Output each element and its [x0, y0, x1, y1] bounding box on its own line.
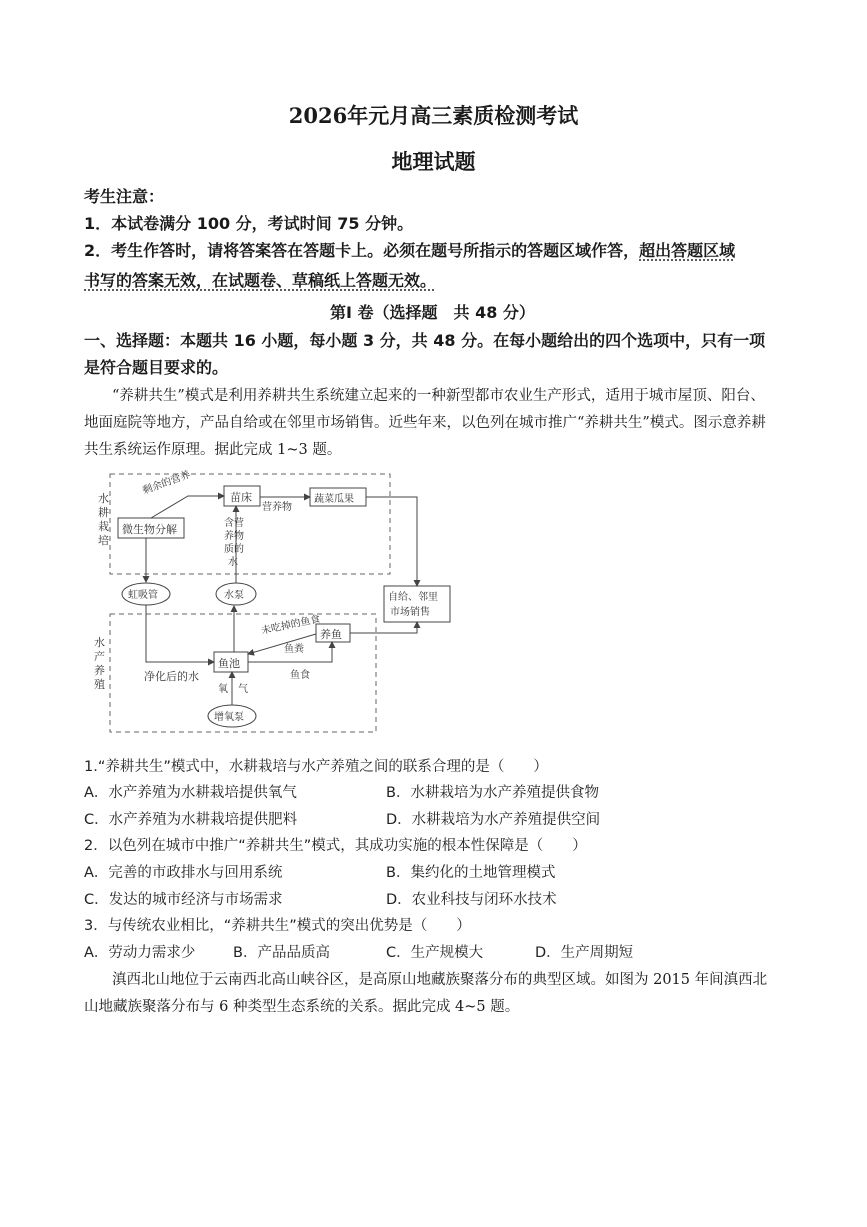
notice-item-2-emphasis: 超出答题区域	[639, 241, 736, 260]
part-heading-line1: 一、选择题：本题共 16 小题，每小题 3 分，共 48 分。在每小题给出的四个选项中，只有一项	[84, 331, 766, 350]
zone-top-c3: 栽	[98, 520, 109, 533]
zone-bottom-c3: 养	[94, 664, 105, 677]
oxygen-label: 氧 气	[218, 684, 248, 695]
q1-option-a: A．水产养殖为水耕栽培提供氧气	[84, 785, 297, 801]
question-1: 1.“养耕共生”模式中，水耕栽培与水产养殖之间的联系合理的是（ ）	[84, 759, 548, 775]
exam-title: 2026年元月高三素质检测考试	[288, 103, 579, 128]
volume-heading: 第Ⅰ 卷（选择题 共 48 分）	[330, 303, 535, 322]
q3-option-c: C．生产规模大	[386, 945, 484, 961]
passage2-line2: 山地藏族聚落分布与 6 种类型生态系统的关系。据此完成 4~5 题。	[84, 999, 520, 1015]
notice-item-2-cont: 书写的答案无效，在试题卷、草稿纸上答题无效。	[84, 271, 437, 290]
feces-arrow	[248, 634, 316, 654]
q2-option-c: C．发达的城市经济与市场需求	[84, 892, 283, 908]
zone-bottom-c2: 产	[94, 650, 105, 663]
water-label-1: 含营	[224, 518, 244, 529]
water-label-2: 养物	[224, 531, 244, 542]
question-3: 3．与传统农业相比，“养耕共生”模式的突出优势是（ ）	[84, 918, 471, 934]
q3-option-d: D．生产周期短	[535, 945, 634, 961]
to-market-arrow	[366, 497, 417, 586]
leftover-arrow	[151, 496, 224, 518]
feces-label: 鱼粪	[284, 644, 304, 655]
zone-bottom-c1: 水	[94, 636, 105, 649]
notice-item-2	[84, 238, 735, 261]
zone-bottom-c4: 殖	[94, 678, 105, 691]
q3-option-b: B．产品品质高	[233, 945, 330, 961]
q3-option-a: A．劳动力需求少	[84, 945, 196, 961]
aquaponics-diagram	[84, 466, 464, 738]
q1-option-b: B．水耕栽培为水产养殖提供食物	[386, 785, 599, 801]
market-label-2: 市场销售	[390, 607, 430, 618]
water-label-3: 质的	[224, 544, 244, 555]
question-2: 2．以色列在城市中推广“养耕共生”模式，其成功实施的根本性保障是（ ）	[84, 838, 587, 854]
q2-option-a: A．完善的市政排水与回用系统	[84, 865, 283, 881]
passage2-line1: 滇西北山地位于云南西北高山峡谷区，是高原山地藏族聚落分布的典型区域。如图为 2015 年间滇西北	[112, 972, 768, 988]
q2-option-d: D．农业科技与闭环水技术	[386, 892, 557, 908]
passage1-line3: 共生系统运作原理。据此完成 1~3 题。	[84, 442, 342, 458]
notice-item-1: 1．本试卷满分 100 分，考试时间 75 分钟。	[84, 214, 414, 233]
passage1-line1: “养耕共生”模式是利用养耕共生系统建立起来的一种新型都市农业生产形式，适用于城市屋顶、阳台、	[112, 388, 765, 404]
micro-label: 微生物分解	[122, 523, 177, 536]
leftover-label: 剩余的营养	[141, 469, 193, 497]
market-label-1: 自给、邻里	[388, 592, 438, 603]
passage1-line2: 地面庭院等地方，产品自给或在邻里市场销售。近些年来，以色列在城市推广“养耕共生”模式。图示意养耕	[84, 415, 766, 431]
q1-option-d: D．水耕栽培为水产养殖提供空间	[386, 812, 601, 828]
q1-option-c: C．水产养殖为水耕栽培提供肥料	[84, 812, 298, 828]
siphon-label: 虹吸管	[128, 590, 158, 601]
vegetables-label: 蔬菜瓜果	[314, 494, 354, 505]
pump-label: 水泵	[224, 590, 244, 601]
zone-top-c2: 耕	[98, 506, 109, 519]
water-label-4: 水	[228, 557, 238, 568]
nutrient-label: 营养物	[262, 502, 292, 513]
fishpond-label: 鱼池	[218, 657, 240, 670]
feed-label: 鱼食	[290, 670, 310, 681]
fish-market-arrow	[350, 622, 417, 633]
zone-top-c1: 水	[98, 492, 109, 505]
fish-label: 养鱼	[320, 628, 342, 641]
oxygen-pump-label: 增氧泵	[214, 712, 244, 723]
seedbed-label: 苗床	[230, 491, 252, 504]
subject-title: 地理试题	[391, 149, 476, 174]
uneaten-label: 未吃掉的鱼食	[260, 613, 322, 637]
zone-top-c4: 培	[98, 534, 109, 547]
q2-option-b: B．集约化的土地管理模式	[386, 865, 556, 881]
notice-item-2-text: 2．考生作答时，请将答案答在答题卡上。必须在题号所指示的答题区域作答，	[84, 241, 640, 260]
clean-water-label: 净化后的水	[144, 670, 199, 683]
part-heading-line2: 是符合题目要求的。	[84, 358, 229, 377]
notice-heading: 考生注意：	[84, 187, 165, 206]
